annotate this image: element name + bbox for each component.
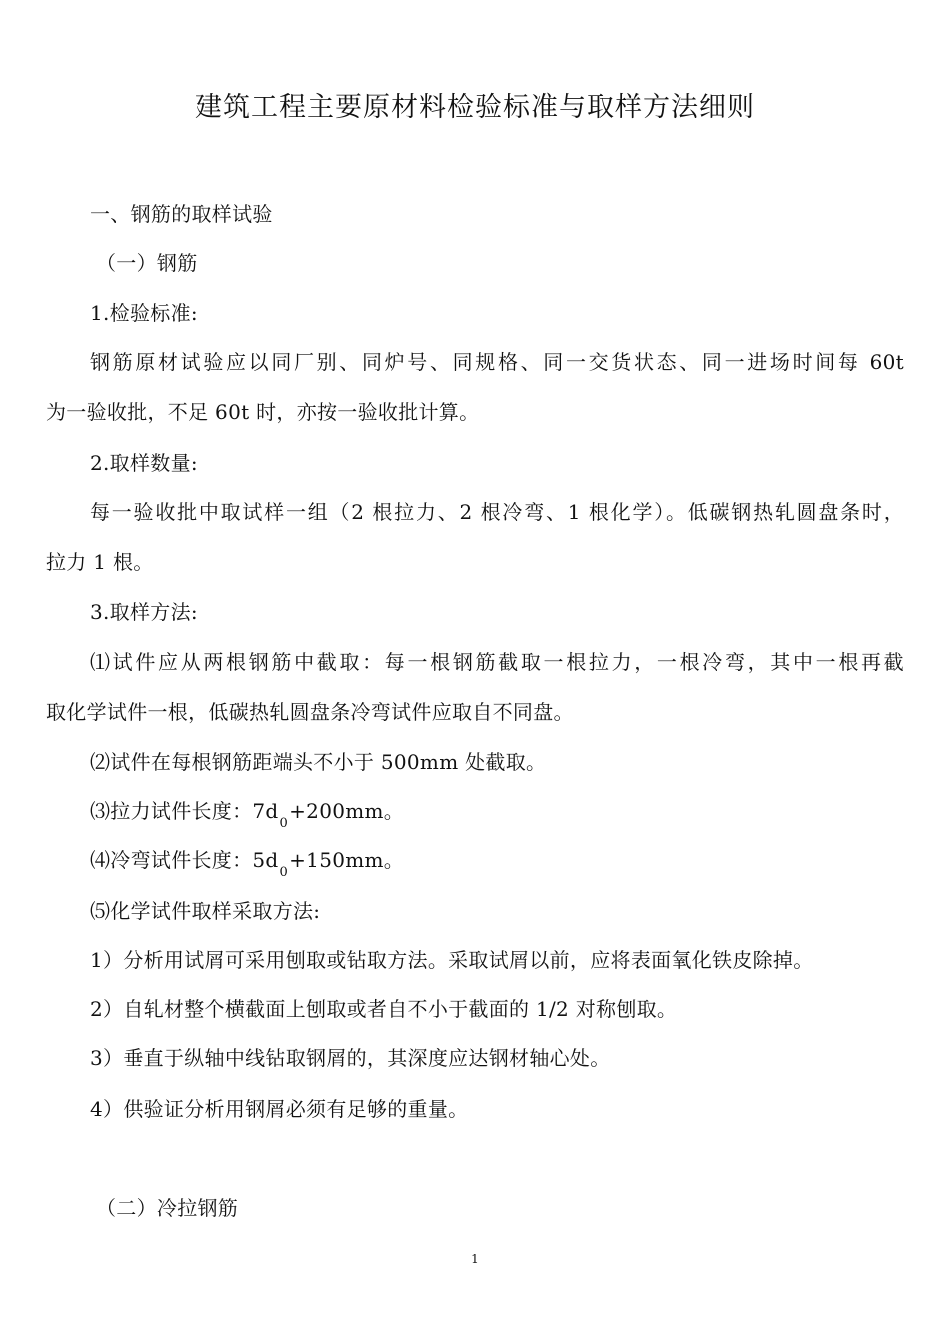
method-item-5: ⑸化学试件取样采取方法:	[90, 899, 321, 923]
subsection-heading-steel: （一）钢筋	[96, 251, 198, 275]
subsection-heading-cold-drawn-steel: （二）冷拉钢筋	[96, 1196, 239, 1220]
chem-step-2: 2）自轧材整个横截面上刨取或者自不小于截面的 1/2 对称刨取。	[90, 997, 678, 1021]
chem-step-3: 3）垂直于纵轴中线钻取钢屑的，其深度应达钢材轴心处。	[90, 1046, 611, 1070]
paragraph-quantity-line-1: 每一验收批中取试样一组（2 根拉力、2 根冷弯、1 根化学）。低碳钢热轧圆盘条时，	[90, 500, 904, 524]
paragraph-standard-line-1: 钢筋原材试验应以同厂别、同炉号、同规格、同一交货状态、同一进场时间每 60t	[90, 350, 904, 374]
method-item-4-text: ⑷冷弯试件长度：5d	[90, 848, 279, 872]
heading-sampling-quantity: 2.取样数量:	[90, 451, 198, 475]
document-title: 建筑工程主要原材料检验标准与取样方法细则	[195, 92, 755, 123]
paragraph-quantity-line-2: 拉力 1 根。	[46, 550, 154, 574]
method-item-3-subscript: 0	[279, 816, 289, 831]
heading-sampling-method: 3.取样方法:	[90, 600, 198, 624]
method-item-3-text: ⑶拉力试件长度：7d	[90, 799, 279, 823]
chem-step-4: 4）供验证分析用钢屑必须有足够的重量。	[90, 1097, 469, 1121]
paragraph-standard-line-2: 为一验收批，不足 60t 时，亦按一验收批计算。	[46, 400, 480, 424]
method-item-3	[90, 797, 404, 829]
method-item-4	[90, 846, 404, 878]
heading-inspection-standard: 1.检验标准:	[90, 301, 198, 325]
method-item-1-line-2: 取化学试件一根，低碳热轧圆盘条冷弯试件应取自不同盘。	[46, 700, 574, 724]
method-item-3-suffix: +200mm。	[289, 799, 405, 823]
method-item-1-line-1: ⑴试件应从两根钢筋中截取：每一根钢筋截取一根拉力，一根冷弯，其中一根再截	[90, 650, 904, 674]
method-item-4-subscript: 0	[279, 865, 289, 880]
method-item-4-suffix: +150mm。	[289, 848, 405, 872]
page-number: 1	[471, 1252, 479, 1266]
section-heading-steel-sampling: 一、钢筋的取样试验	[90, 202, 273, 226]
chem-step-1: 1）分析用试屑可采用刨取或钻取方法。采取试屑以前，应将表面氧化铁皮除掉。	[90, 948, 814, 972]
method-item-2: ⑵试件在每根钢筋距端头不小于 500mm 处截取。	[90, 750, 547, 774]
